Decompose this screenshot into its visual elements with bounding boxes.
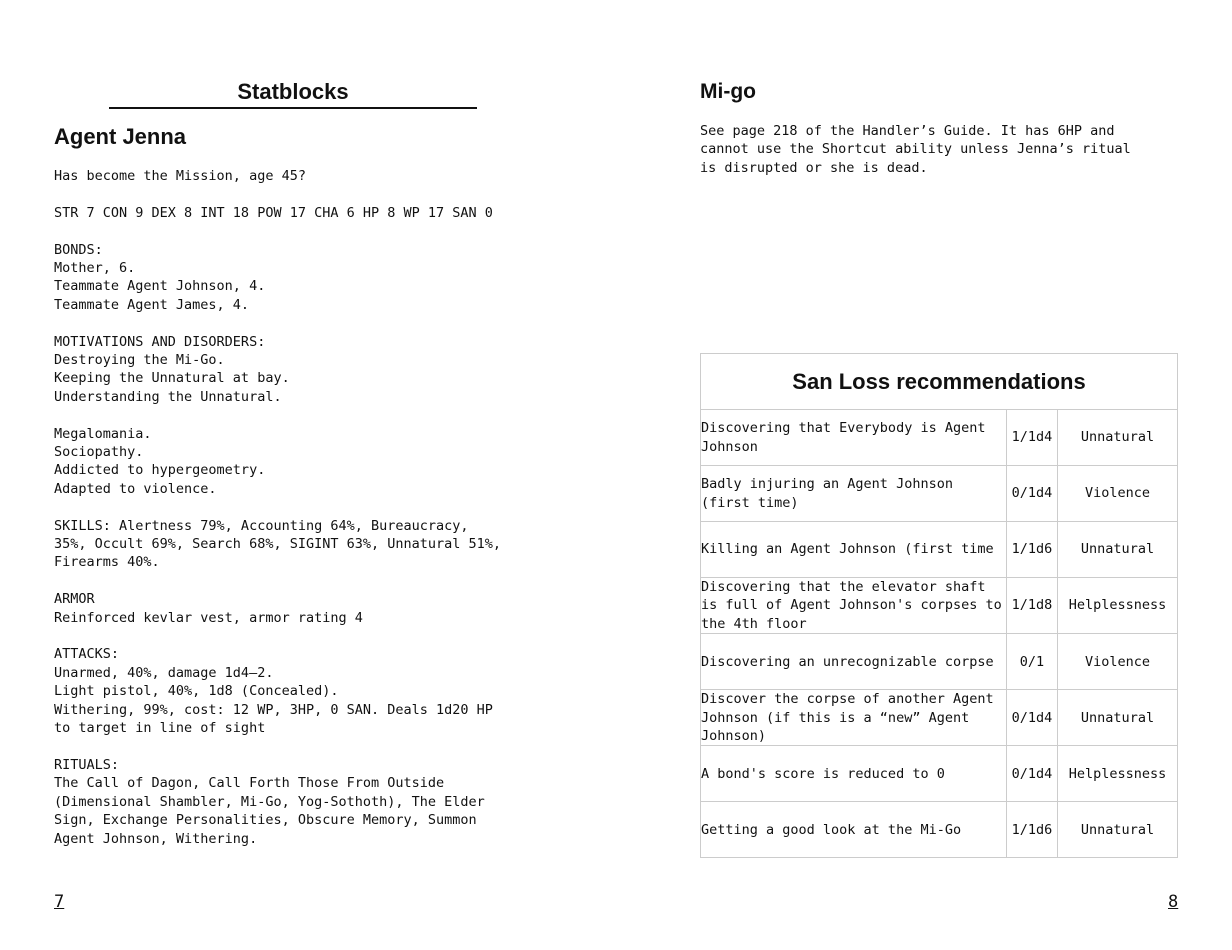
table-row <box>701 746 1178 802</box>
table-title: San Loss recommendations <box>701 354 1178 410</box>
statblock-line: Mother, 6. <box>54 260 136 276</box>
migo-text-line: See page 218 of the Handler’s Guide. It has 6HP and <box>700 123 1115 139</box>
table-row <box>701 802 1178 858</box>
san-loss-cell: 0/1 <box>1007 634 1058 690</box>
loss-type-cell: Unnatural <box>1058 690 1178 746</box>
loss-type-cell: Violence <box>1058 634 1178 690</box>
table-row <box>701 634 1178 690</box>
agent-title: Agent Jenna <box>54 124 187 149</box>
statblock-line: to target in line of sight <box>54 720 266 737</box>
blank-line <box>54 185 574 203</box>
loss-type-cell: Unnatural <box>1058 802 1178 858</box>
statblock-line: Destroying the Mi-Go. <box>54 352 225 369</box>
loss-type-cell: Helplessness <box>1058 578 1178 634</box>
trigger-cell: Discovering an unrecognizable corpse <box>701 634 1007 690</box>
blank-line <box>54 498 574 516</box>
table-row <box>701 410 1178 466</box>
statblock-line: Sign, Exchange Personalities, Obscure Memory, Summon <box>54 812 477 829</box>
statblock-line: Sociopathy. <box>54 444 144 461</box>
statblock-line: Teammate Agent James, 4. <box>54 296 250 313</box>
migo-text-line: cannot use the Shortcut ability unless Jenna’s ritual <box>700 141 1131 158</box>
statblock-line: Adapted to violence. <box>54 480 217 497</box>
loss-type-cell: Helplessness <box>1058 746 1178 802</box>
statblock-line: MOTIVATIONS AND DISORDERS: <box>54 333 266 350</box>
san-loss-table <box>700 353 1178 858</box>
statblock-line: Teammate Agent Johnson, 4. <box>54 278 266 295</box>
statblock-line: Unarmed, 40%, damage 1d4–2. <box>54 664 274 681</box>
statblock-line: Addicted to hypergeometry. <box>54 462 266 479</box>
statblock-line: Has become the Mission, age 45? <box>54 168 306 184</box>
statblock-line: Firearms 40%. <box>54 554 160 571</box>
san-loss-cell: 0/1d4 <box>1007 690 1058 746</box>
statblock-line: Reinforced kevlar vest, armor rating 4 <box>54 609 363 626</box>
statblock-line: Understanding the Unnatural. <box>54 388 282 405</box>
table-row <box>701 690 1178 746</box>
statblock-line: 35%, Occult 69%, Search 68%, SIGINT 63%, Unnatural 51%, <box>54 536 502 553</box>
trigger-cell: Discovering that Everybody is Agent Johnson <box>701 410 1007 466</box>
statblock-line: (Dimensional Shambler, Mi-Go, Yog-Sothoth), The Elder <box>54 793 485 810</box>
loss-type-cell: Violence <box>1058 466 1178 522</box>
san-loss-cell: 1/1d4 <box>1007 410 1058 466</box>
statblock-text <box>54 167 574 848</box>
san-loss-cell: 0/1d4 <box>1007 746 1058 802</box>
statblock-line: ATTACKS: <box>54 646 120 663</box>
trigger-cell: Badly injuring an Agent Johnson (first time) <box>701 466 1007 522</box>
statblock-line: Megalomania. <box>54 425 152 442</box>
statblock-line: Agent Johnson, Withering. <box>54 830 258 847</box>
trigger-cell: Getting a good look at the Mi-Go <box>701 802 1007 858</box>
table-row <box>701 466 1178 522</box>
statblock-line: ARMOR <box>54 591 95 608</box>
migo-text-line: is disrupted or she is dead. <box>700 159 928 176</box>
blank-line <box>54 737 574 755</box>
page-number-link[interactable]: 7 <box>54 892 65 912</box>
trigger-cell: A bond's score is reduced to 0 <box>701 746 1007 802</box>
section-title: Statblocks <box>109 78 477 109</box>
trigger-cell: Killing an Agent Johnson (first time <box>701 522 1007 578</box>
table-header-row <box>701 354 1178 410</box>
statblock-line: The Call of Dagon, Call Forth Those From Outside <box>54 775 445 792</box>
statblock-line: RITUALS: <box>54 756 120 773</box>
blank-line <box>54 222 574 240</box>
statblock-line: STR 7 CON 9 DEX 8 INT 18 POW 17 CHA 6 HP 8 WP 17 SAN 0 <box>54 204 493 221</box>
loss-type-cell: Unnatural <box>1058 410 1178 466</box>
table-row <box>701 522 1178 578</box>
blank-line <box>54 627 574 645</box>
trigger-cell: Discover the corpse of another Agent Johnson (if this is a “new” Agent Johnson) <box>701 690 1007 746</box>
loss-type-cell: Unnatural <box>1058 522 1178 578</box>
blank-line <box>54 314 574 332</box>
san-loss-cell: 1/1d8 <box>1007 578 1058 634</box>
trigger-cell: Discovering that the elevator shaft is full of Agent Johnson's corpses to the 4th floor <box>701 578 1007 634</box>
san-loss-cell: 0/1d4 <box>1007 466 1058 522</box>
blank-line <box>54 572 574 590</box>
blank-line <box>54 406 574 424</box>
migo-title: Mi-go <box>700 80 756 103</box>
statblock-line: Keeping the Unnatural at bay. <box>54 370 290 387</box>
statblock-line: SKILLS: Alertness 79%, Accounting 64%, Bureaucracy, <box>54 517 469 534</box>
statblock-line: Withering, 99%, cost: 12 WP, 3HP, 0 SAN. Deals 1d20 HP <box>54 701 493 718</box>
san-loss-cell: 1/1d6 <box>1007 522 1058 578</box>
page-number-link[interactable]: 8 <box>1168 892 1179 912</box>
statblock-line: Light pistol, 40%, 1d8 (Concealed). <box>54 683 339 700</box>
statblock-line: BONDS: <box>54 241 103 258</box>
migo-description <box>700 122 1170 177</box>
table-row <box>701 578 1178 634</box>
right-page <box>616 0 1232 950</box>
san-loss-cell: 1/1d6 <box>1007 802 1058 858</box>
